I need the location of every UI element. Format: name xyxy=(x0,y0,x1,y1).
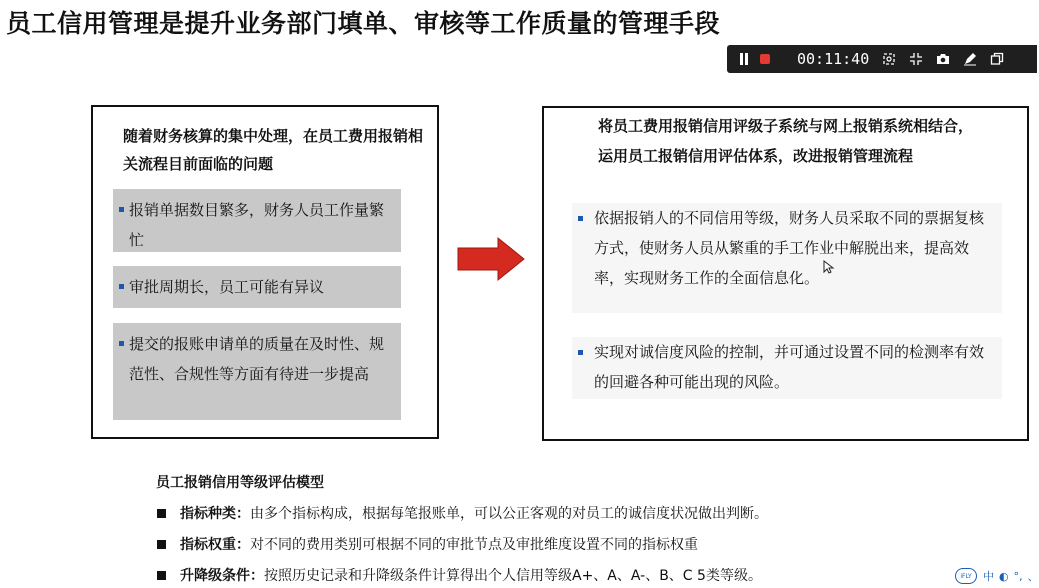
problem-text: 审批周期长，员工可能有异议 xyxy=(129,278,325,296)
bullet-icon xyxy=(119,284,124,289)
solution-item xyxy=(572,337,1002,399)
model-row xyxy=(157,503,768,523)
bullet-icon xyxy=(119,341,124,346)
bullet-icon xyxy=(578,350,583,355)
ime-mode[interactable]: 中 xyxy=(983,570,994,583)
problems-panel xyxy=(91,105,439,439)
model-row xyxy=(157,534,698,554)
solution-text: 实现对诚信度风险的控制，并可通过设置不同的检测率有效的回避各种可能出现的风险。 xyxy=(594,343,985,391)
model-title: 员工报销信用等级评估模型 xyxy=(156,475,324,491)
model-row-text: 按照历史记录和升降级条件计算得出个人信用等级A+、A、A-、B、C 5类等级。 xyxy=(264,568,762,584)
square-bullet-icon xyxy=(157,571,166,580)
mouse-cursor-icon xyxy=(823,260,833,274)
solution-item xyxy=(572,203,1002,313)
model-row-text: 由多个指标构成，根据每笔报账单，可以公正客观的对员工的诚信度状况做出判断。 xyxy=(250,506,768,522)
stop-icon[interactable] xyxy=(755,45,775,73)
recording-toolbar xyxy=(727,45,1037,73)
ime-status-bar[interactable] xyxy=(955,566,1039,586)
model-row xyxy=(157,565,762,585)
fit-screen-icon[interactable] xyxy=(875,45,902,73)
model-row-label: 升降级条件： xyxy=(180,568,264,584)
ime-extra[interactable]: 、 xyxy=(1027,570,1039,583)
solution-title: 将员工费用报销信用评级子系统与网上报销系统相结合，运用员工报销信用评估体系，改进报销管理流程 xyxy=(598,117,974,165)
problem-item xyxy=(113,323,401,420)
solution-panel xyxy=(542,106,1029,441)
model-row-text: 对不同的费用类别可根据不同的审批节点及审批维度设置不同的指标权重 xyxy=(250,537,698,553)
iflytek-logo-icon[interactable]: iFLY xyxy=(955,568,977,584)
slide-title: 员工信用管理是提升业务部门填单、审核等工作质量的管理手段 xyxy=(6,9,721,38)
problems-title: 随着财务核算的集中处理，在员工费用报销相关流程目前面临的问题 xyxy=(123,127,424,173)
camera-icon[interactable] xyxy=(929,45,956,73)
window-icon[interactable] xyxy=(983,45,1010,73)
shrink-icon[interactable] xyxy=(902,45,929,73)
problem-text: 报销单据数目繁多，财务人员工作量繁忙 xyxy=(129,201,385,249)
square-bullet-icon xyxy=(157,509,166,518)
model-row-label: 指标权重： xyxy=(180,537,250,553)
model-row-label: 指标种类： xyxy=(180,506,250,522)
bullet-icon xyxy=(119,207,124,212)
problem-text: 提交的报账申请单的质量在及时性、规范性、合规性等方面有待进一步提高 xyxy=(129,335,385,383)
problem-item xyxy=(113,189,401,252)
right-arrow-icon xyxy=(457,237,525,281)
problem-item xyxy=(113,266,401,308)
punctuation-icon[interactable]: °, xyxy=(1013,569,1023,583)
square-bullet-icon xyxy=(157,540,166,549)
pen-icon[interactable] xyxy=(956,45,983,73)
solution-text: 依据报销人的不同信用等级，财务人员采取不同的票据复核方式，使财务人员从繁重的手工作业中解脱出来，提高效率，实现财务工作的全面信息化。 xyxy=(594,209,985,287)
moon-icon[interactable]: ◐ xyxy=(999,569,1009,583)
pause-icon[interactable] xyxy=(733,45,755,73)
bullet-icon xyxy=(578,216,583,221)
recording-timer: 00:11:40 xyxy=(797,50,870,68)
